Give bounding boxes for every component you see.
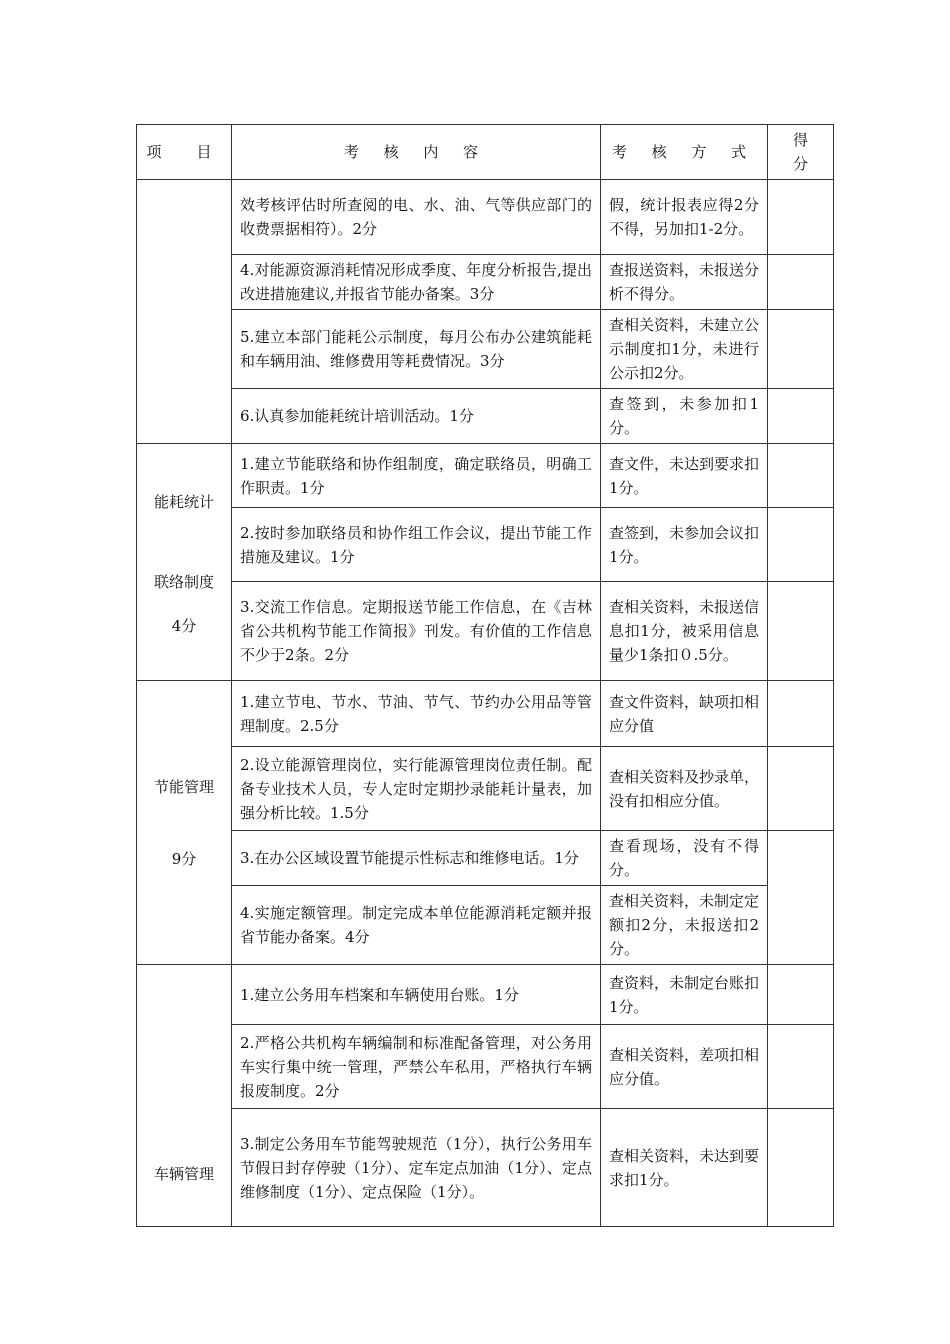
table-row: [137, 1025, 834, 1109]
content-cell: 1.建立公务用车档案和车辆使用台账。1分: [232, 965, 601, 1025]
content-cell: 6.认真参加能耗统计培训活动。1分: [232, 389, 601, 444]
project-points: 9分: [171, 849, 197, 868]
method-cell: 查文件资料，缺项扣相应分值: [601, 681, 768, 747]
content-cell: 3.在办公区域设置节能提示性标志和维修电话。1分: [232, 831, 601, 886]
table-row: [137, 1109, 834, 1227]
content-cell: 4.对能源资源消耗情况形成季度、年度分析报告,提出改进措施建议,并报省节能办备案。3分: [232, 255, 601, 310]
header-method: 考 核 方 式: [601, 125, 768, 180]
score-cell: [768, 1025, 834, 1109]
method-cell: 查看现场，没有不得分。: [601, 831, 768, 886]
table-row: [137, 831, 834, 886]
score-cell: [768, 747, 834, 831]
method-cell: 查相关资料及抄录单，没有扣相应分值。: [601, 747, 768, 831]
project-title: 车辆管理: [153, 1165, 214, 1183]
header-project: 项 目: [137, 125, 232, 180]
table-row: [137, 255, 834, 310]
score-cell: [768, 389, 834, 444]
table-row: [137, 582, 834, 681]
header-score-line1: 得: [792, 131, 808, 149]
score-cell: [768, 831, 834, 965]
assessment-table: [136, 124, 834, 1227]
score-cell: [768, 965, 834, 1025]
content-cell: 4.实施定额管理。制定完成本单位能源消耗定额并报省节能办备案。4分: [232, 886, 601, 965]
score-cell: [768, 681, 834, 747]
score-cell: [768, 444, 834, 508]
content-cell: 效考核评估时所查阅的电、水、油、气等供应部门的收费票据相符）。2分: [232, 180, 601, 255]
score-cell: [768, 1109, 834, 1227]
method-cell: 查报送资料，未报送分析不得分。: [601, 255, 768, 310]
method-cell: 查文件，未达到要求扣1分。: [601, 444, 768, 508]
content-cell: 1.建立节能联络和协作组制度，确定联络员，明确工作职责。1分: [232, 444, 601, 508]
score-cell: [768, 582, 834, 681]
project-cell-energy-stats: [137, 444, 232, 681]
method-cell: 查签到，未参加会议扣1分。: [601, 508, 768, 582]
project-cell-vehicle-mgmt: [137, 965, 232, 1227]
table-row: [137, 444, 834, 508]
score-cell: [768, 255, 834, 310]
score-cell: [768, 180, 834, 255]
method-cell: 查相关资料，未达到要求扣1分。: [601, 1109, 768, 1227]
project-title-line1: 能耗统计: [153, 493, 214, 511]
score-cell: [768, 508, 834, 582]
header-score-line2: 分: [792, 155, 808, 173]
method-cell: 查资料，未制定台账扣1分。: [601, 965, 768, 1025]
table-row: [137, 886, 834, 965]
method-cell: 假，统计报表应得2分不得，另加扣1-2分。: [601, 180, 768, 255]
content-cell: 2.按时参加联络员和协作组工作会议，提出节能工作措施及建议。1分: [232, 508, 601, 582]
table-row: [137, 389, 834, 444]
method-cell: 查相关资料，未制定定额扣2分，未报送扣2分。: [601, 886, 768, 965]
project-title: 节能管理: [153, 777, 214, 796]
table-row: [137, 310, 834, 389]
score-cell: [768, 310, 834, 389]
method-cell: 查相关资料，未建立公示制度扣1分，未进行公示扣2分。: [601, 310, 768, 389]
method-cell: 查相关资料，未报送信息扣1分，被采用信息量少1条扣０.5分。: [601, 582, 768, 681]
project-title-line2: 联络制度: [153, 573, 214, 591]
header-content: 考 核 内 容: [232, 125, 601, 180]
content-cell: 2.设立能源管理岗位，实行能源管理岗位责任制。配备专业技术人员，专人定时定期抄录能耗计量表，加强分析比较。1.5分: [232, 747, 601, 831]
content-cell: 5.建立本部门能耗公示制度，每月公布办公建筑能耗和车辆用油、维修费用等耗费情况。3分: [232, 310, 601, 389]
project-cell-energy-mgmt: [137, 681, 232, 965]
table-row: [137, 965, 834, 1025]
header-score: [768, 125, 834, 180]
content-cell: 2.严格公共机构车辆编制和标准配备管理，对公务用车实行集中统一管理，严禁公车私用，严格执行车辆报废制度。2分: [232, 1025, 601, 1109]
content-cell: 1.建立节电、节水、节油、节气、节约办公用品等管理制度。2.5分: [232, 681, 601, 747]
table-row: [137, 681, 834, 747]
table-row: [137, 508, 834, 582]
project-points: 4分: [171, 617, 197, 635]
content-cell: 3.交流工作信息。定期报送节能工作信息，在《吉林省公共机构节能工作简报》刊发。有价值的工作信息不少于2条。2分: [232, 582, 601, 681]
table-row: [137, 180, 834, 255]
content-cell: 3.制定公务用车节能驾驶规范（1分），执行公务用车节假日封存停驶（1分）、定车定点加油（1分）、定点维修制度（1分）、定点保险（1分）。: [232, 1109, 601, 1227]
method-cell: 查相关资料，差项扣相应分值。: [601, 1025, 768, 1109]
method-cell: 查签到，未参加扣1分。: [601, 389, 768, 444]
project-cell-continued: [137, 180, 232, 444]
header-row: [137, 125, 834, 180]
table-row: [137, 747, 834, 831]
